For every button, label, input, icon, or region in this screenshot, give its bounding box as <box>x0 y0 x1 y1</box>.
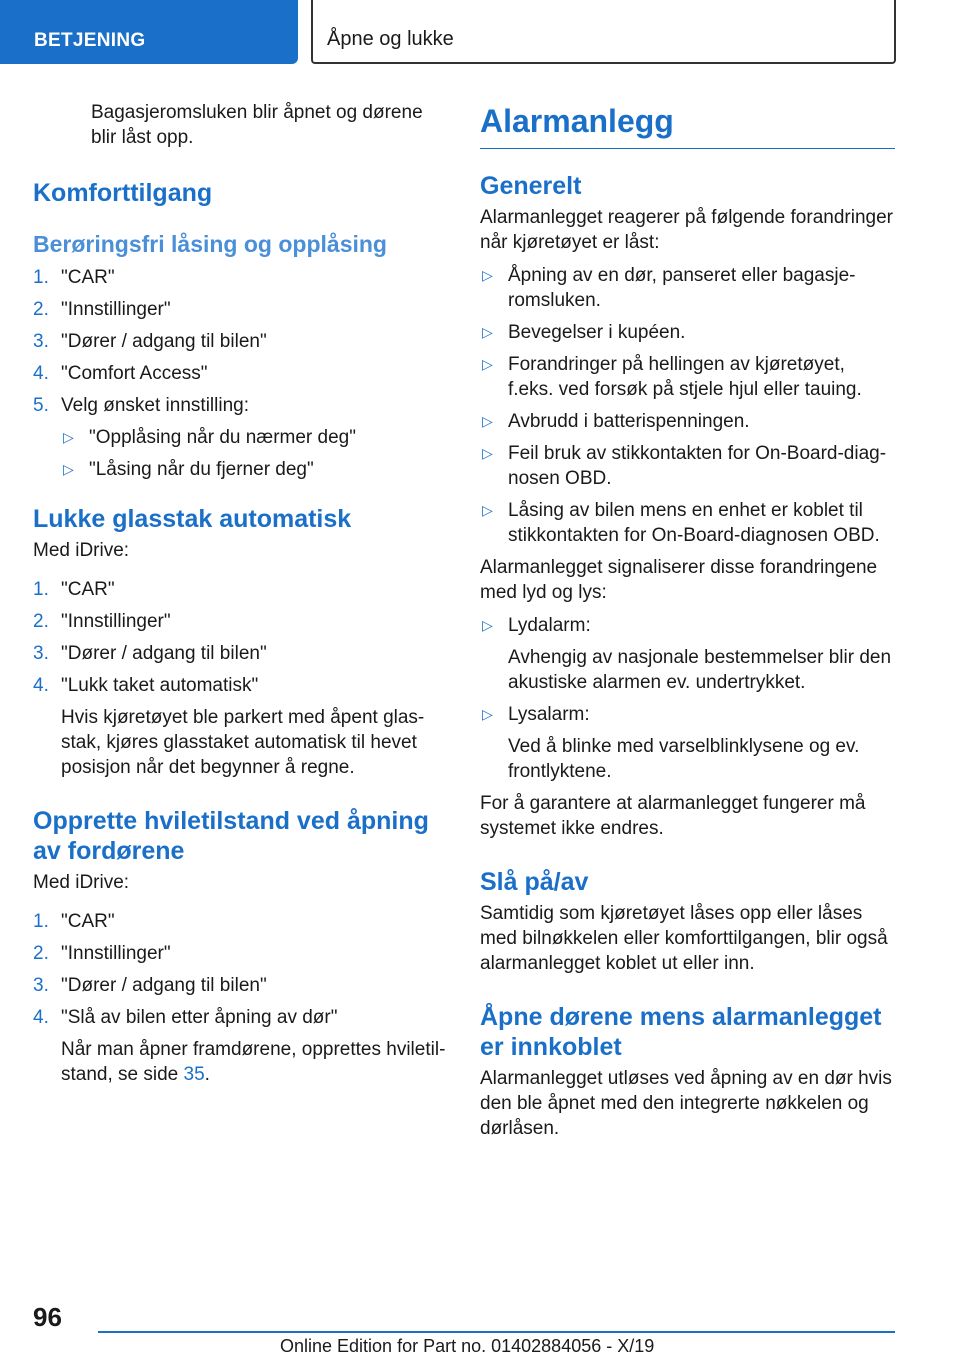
list-item: 4. "Slå av bilen etter åpning av dør" Når man åpner framdørene, opprettes hviletilstand, se side 35. <box>33 1007 446 1085</box>
steps-list-hvile <box>33 909 447 1087</box>
triangle-bullet-icon: ▷ <box>482 617 493 633</box>
heading-apne-dorene: Åpne dørene mens alarmanlegget er innkoblet <box>480 1003 882 1061</box>
triangle-bullet-icon: ▷ <box>482 267 493 283</box>
list-item: 4. "Lukk taket automatisk" Hvis kjøretøyet ble parkert med åpent glasstak, kjøres glasstaket automatisk til hevet posisjon når det begynner å regne. <box>33 673 447 780</box>
heading-glasstak: Lukke glasstak automatisk <box>33 505 352 533</box>
list-item: 2. "Innstillinger" <box>33 943 171 964</box>
triangle-bullet-icon: ▷ <box>482 356 493 372</box>
triangle-bullet-icon: ▷ <box>482 706 493 722</box>
heading-alarmanlegg: Alarmanlegg <box>480 102 895 149</box>
sub-options-list <box>61 425 447 482</box>
steps-list-glasstak <box>33 577 447 780</box>
triangle-bullet-icon: ▷ <box>482 324 493 340</box>
lydalarm-text: Avhengig av nasjonale bestemmelser blir den akustiske alarmen ev. undertrykket. <box>508 647 892 693</box>
triangle-bullet-icon: ▷ <box>482 445 493 461</box>
sla-paragraph: Samtidig som kjøretøyet låses opp eller låses med bilnøkkelen eller komforttilgangen, blir også alarmanlegget koblet ut eller inn. <box>480 903 888 974</box>
list-item: 3. "Dører / adgang til bilen" <box>33 975 267 996</box>
list-item: ▷ "Opplåsing når du nærmer deg" <box>63 427 356 448</box>
list-item: ▷ Bevegelser i kupéen. <box>482 322 686 343</box>
list-item: ▷ Forandringer på hellingen av kjøretøyet, f.eks. ved forsøk på stjele hjul eller tauing. <box>482 354 862 400</box>
list-item: 1. "CAR" <box>33 579 115 600</box>
page-number: 96 <box>33 1302 62 1332</box>
med-idrive-label: Med iDrive: <box>33 872 130 893</box>
list-item: ▷ Avbrudd i batterispenningen. <box>482 411 750 432</box>
triangle-bullet-icon: ▷ <box>482 502 493 518</box>
med-idrive-label: Med iDrive: <box>33 540 130 561</box>
list-item: 5. Velg ønsket innstilling: ▷ "Opplåsing når du nærmer deg" ▷ "Låsing når du fjerner deg" <box>33 393 447 482</box>
heading-hviletilstand: Opprette hviletilstand ved åpning av fordørene <box>33 807 429 865</box>
list-item: ▷ "Låsing når du fjerner deg" <box>63 459 314 480</box>
list-item: 1. "CAR" <box>33 911 115 932</box>
lysalarm-text: Ved å blinke med varselblinklysene og ev. frontlyktene. <box>508 736 860 782</box>
heading-beroringsfri: Berøringsfri låsing og opplåsing <box>33 231 387 257</box>
list-item: 2. "Innstillinger" <box>33 611 171 632</box>
glasstak-note: Hvis kjøretøyet ble parkert med åpent glasstak, kjøres glasstaket automatisk til hevet posisjon når det begynner å regne. <box>61 707 425 778</box>
triangle-bullet-icon: ▷ <box>63 429 74 445</box>
steps-list-comfort <box>33 265 447 482</box>
triangle-bullet-icon: ▷ <box>482 413 493 429</box>
triangle-bullet-icon: ▷ <box>63 461 74 477</box>
list-item: 1. "CAR" <box>33 267 115 288</box>
generelt-paragraph: Alarmanlegget reagerer på følgende forandringer når kjøretøyet er låst: <box>480 207 893 253</box>
chapter-tab <box>311 0 896 64</box>
heading-sla-pa-av: Slå på/av <box>480 868 589 896</box>
list-item: ▷ Åpning av en dør, panseret eller bagasjeromsluken. <box>482 265 856 311</box>
right-column <box>480 100 895 1141</box>
signal-paragraph: Alarmanlegget signaliserer disse forandringene med lyd og lys: <box>480 557 878 603</box>
heading-generelt: Generelt <box>480 172 582 200</box>
left-column <box>33 100 447 1094</box>
garanti-paragraph: For å garantere at alarmanlegget fungerer må systemet ikke endres. <box>480 793 866 839</box>
list-item: ▷ Feil bruk av stikkontakten for On-Board-diagnosen OBD. <box>482 443 887 489</box>
hvile-note: Når man åpner framdørene, opprettes hviletilstand, se side 35. <box>61 1039 446 1085</box>
alarm-triggers-list <box>480 263 895 548</box>
list-item: 3. "Dører / adgang til bilen" <box>33 331 267 352</box>
intro-paragraph: Bagasjeromsluken blir åpnet og dørene blir låst opp. <box>91 102 423 148</box>
list-item: 4. "Comfort Access" <box>33 363 208 384</box>
alarm-signals-list <box>480 613 895 784</box>
list-item: ▷ Lydalarm: Avhengig av nasjonale bestemmelser blir den akustiske alarmen ev. undertrykket. <box>480 613 895 695</box>
apne-paragraph: Alarmanlegget utløses ved åpning av en dør hvis den ble åpnet med den integrerte nøkkelen og dørlåsen. <box>480 1068 892 1139</box>
list-item: 3. "Dører / adgang til bilen" <box>33 643 267 664</box>
page-reference-link[interactable]: 35 <box>183 1064 205 1085</box>
section-title: BETJENING <box>34 30 146 51</box>
section-tab <box>0 0 298 64</box>
footer-divider <box>98 1331 895 1333</box>
edition-footer: Online Edition for Part no. 01402884056 - X/19 <box>280 1336 655 1356</box>
chapter-title: Åpne og lukke <box>327 28 454 50</box>
list-item: ▷ Lysalarm: Ved å blinke med varselblinklysene og ev. frontlyktene. <box>480 702 895 784</box>
list-item: ▷ Låsing av bilen mens en enhet er koblet til stikkontakten for On-Board-diagnosen OBD. <box>482 500 880 546</box>
heading-komforttilgang: Komforttilgang <box>33 179 213 207</box>
list-item: 2. "Innstillinger" <box>33 299 171 320</box>
